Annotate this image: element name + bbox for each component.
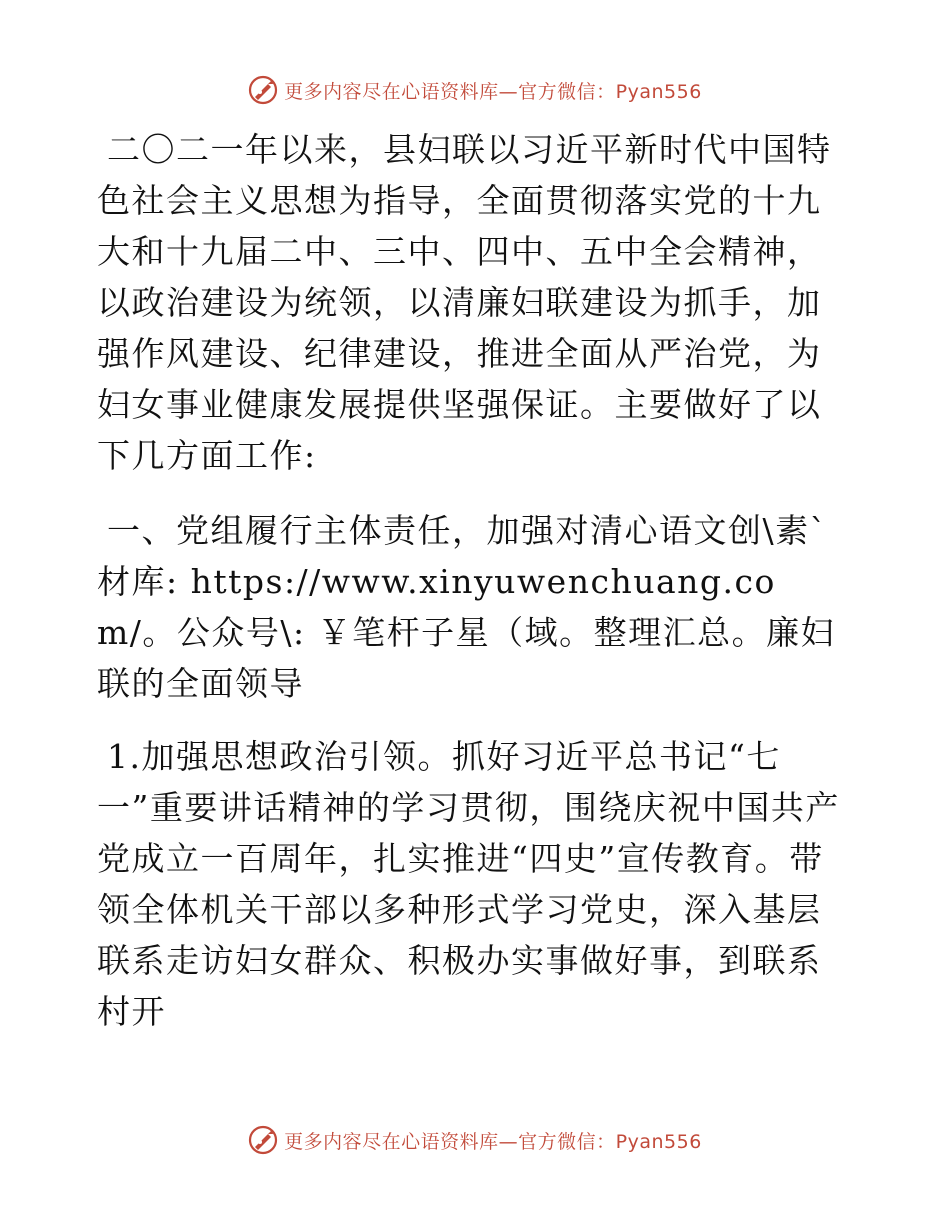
quill-seal-icon	[248, 75, 278, 105]
quill-seal-icon	[248, 1125, 278, 1155]
watermark-footer	[0, 1122, 950, 1158]
watermark-text: 更多内容尽在心语资料库—官方微信：Pyan556	[284, 80, 702, 103]
paragraph-section-one-heading: 一、党组履行主体责任，加强对清心语文创\素`材库: https://www.xinyuwenchuang.com/。公众号\: ￥笔杆子星（域。整理汇总。廉妇联的全面领导	[97, 511, 836, 703]
document-body	[97, 124, 853, 1037]
paragraph-intro: 二〇二一年以来，县妇联以习近平新时代中国特色社会主义思想为指导，全面贯彻落实党的十九大和十九届二中、三中、四中、五中全会精神，以政治建设为统领，以清廉妇联建设为抓手，加强作风建设、纪律建设，推进全面从严治党，为妇女事业健康发展提供坚强保证。主要做好了以下几方面工作:	[97, 130, 832, 475]
watermark-header	[0, 72, 950, 108]
paragraph-item-one: 1.加强思想政治引领。抓好习近平总书记“七一”重要讲话精神的学习贯彻，围绕庆祝中国共产党成立一百周年，扎实推进“四史”宣传教育。带领全体机关干部以多种形式学习党史，深入基层联系走访妇女群众、积极办实事做好事，到联系村开	[97, 737, 840, 1031]
watermark-text: 更多内容尽在心语资料库—官方微信：Pyan556	[284, 1130, 702, 1153]
